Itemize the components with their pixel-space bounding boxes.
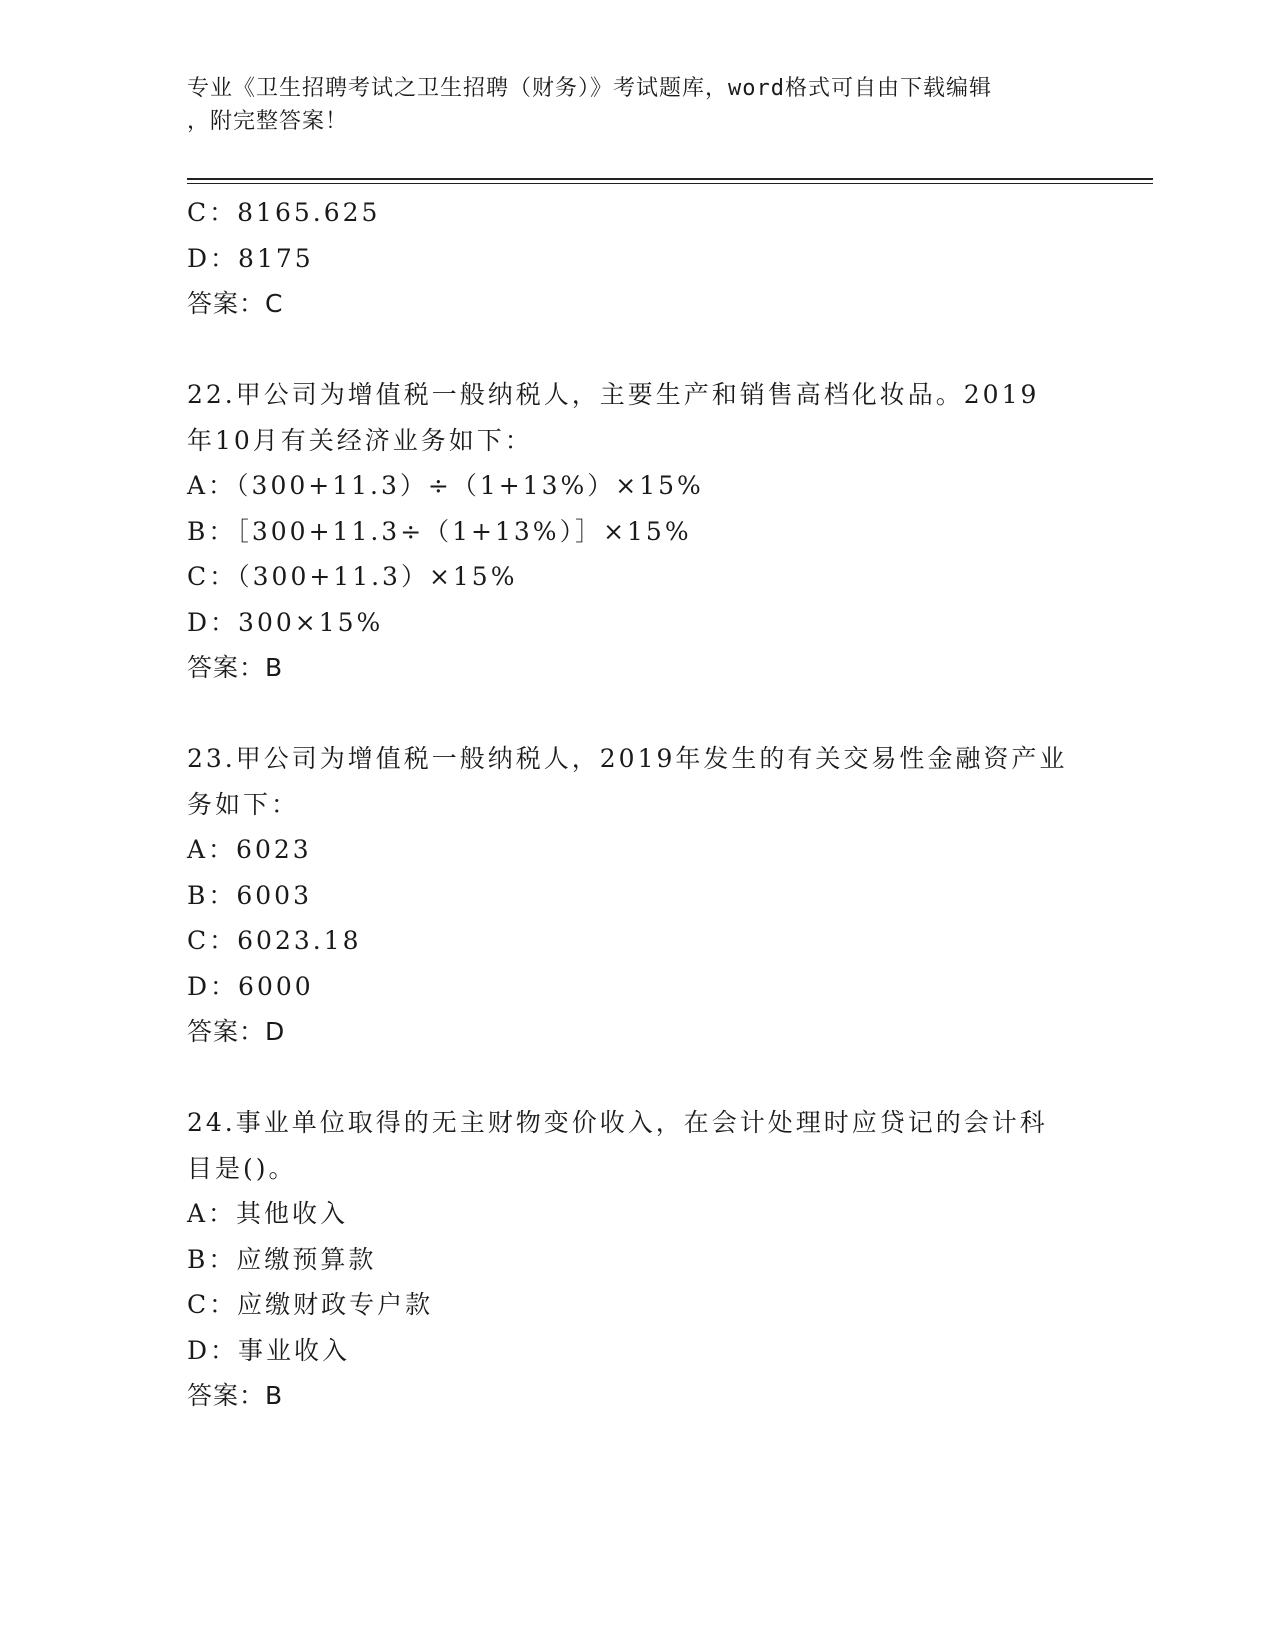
answer-line: 答案：B <box>187 1381 284 1410</box>
question-stem: 24.事业单位取得的无主财物变价收入，在会计处理时应贷记的会计科 <box>187 1108 1048 1137</box>
option-c: C：应缴财政专户款 <box>187 1290 434 1319</box>
answer-line: 答案：D <box>187 1017 286 1046</box>
option-c: C：8165.625 <box>187 198 381 227</box>
option-c: C：（300+11.3）×15% <box>187 562 518 591</box>
question-stem-continued: 务如下： <box>187 789 300 819</box>
option-b: B：［300+11.3÷（1+13%）］×15% <box>187 516 692 546</box>
option-d: D：300×15% <box>187 607 384 637</box>
option-b: B：应缴预算款 <box>187 1244 377 1274</box>
option-a: A：（300+11.3）÷（1+13%）×15% <box>187 471 704 500</box>
question-stem-continued: 目是()。 <box>187 1153 297 1183</box>
answer-line: 答案：B <box>187 653 284 682</box>
question-24 <box>187 1100 1087 1419</box>
question-stem: 22.甲公司为增值税一般纳税人，主要生产和销售高档化妆品。2019 <box>187 380 1040 409</box>
question-stem-continued: 年10月有关经济业务如下： <box>187 425 533 455</box>
question-stem: 23.甲公司为增值税一般纳税人，2019年发生的有关交易性金融资产业 <box>187 744 1068 773</box>
document-header <box>187 72 1087 138</box>
option-d: D：事业收入 <box>187 1335 351 1365</box>
answer-line: 答案：C <box>187 289 284 318</box>
header-title-line-continued: ，附完整答案！ <box>187 109 349 134</box>
spacer <box>187 1055 1087 1101</box>
question-23 <box>187 736 1087 1055</box>
header-title-line: 专业《卫生招聘考试之卫生招聘（财务）》考试题库，word格式可自由下载编辑 <box>187 76 992 101</box>
option-d: D：8175 <box>187 243 314 273</box>
header-divider-thick <box>187 178 1153 180</box>
option-b: B：6003 <box>187 880 312 910</box>
question-list <box>187 190 1087 1419</box>
spacer <box>187 691 1087 737</box>
option-a: A：其他收入 <box>187 1199 349 1228</box>
spacer <box>187 327 1087 373</box>
header-divider-thin <box>187 183 1153 184</box>
option-a: A：6023 <box>187 835 312 864</box>
question-22 <box>187 372 1087 691</box>
option-c: C：6023.18 <box>187 926 362 955</box>
option-d: D：6000 <box>187 971 314 1001</box>
question-21 <box>187 190 1087 327</box>
